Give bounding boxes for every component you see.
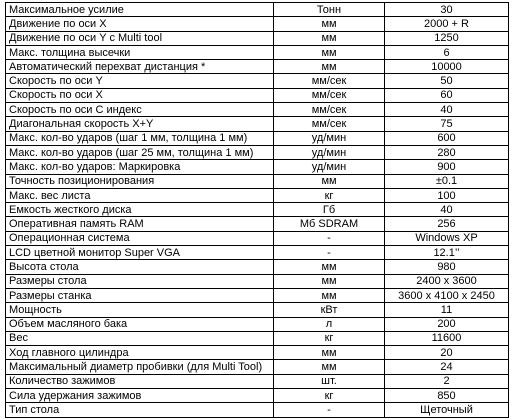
unit-cell: кг bbox=[274, 331, 385, 345]
unit-cell: кВт bbox=[274, 303, 385, 317]
value-cell: 256 bbox=[385, 217, 509, 231]
spec-table-body bbox=[6, 3, 509, 418]
unit-cell: шт. bbox=[274, 374, 385, 388]
value-cell: 11600 bbox=[385, 331, 509, 345]
param-cell: Диагональная скорость X+Y bbox=[6, 117, 274, 131]
value-cell: 24 bbox=[385, 360, 509, 374]
param-cell: Движение по оси X bbox=[6, 17, 274, 31]
unit-cell: мм bbox=[274, 174, 385, 188]
value-cell: 6 bbox=[385, 45, 509, 59]
value-cell: 12.1’’ bbox=[385, 246, 509, 260]
table-row bbox=[6, 346, 509, 360]
table-row bbox=[6, 403, 509, 417]
table-row bbox=[6, 246, 509, 260]
value-cell: 2400 x 3600 bbox=[385, 274, 509, 288]
value-cell: 10000 bbox=[385, 60, 509, 74]
param-cell: LCD цветной монитор Super VGA bbox=[6, 246, 274, 260]
unit-cell: мм bbox=[274, 288, 385, 302]
param-cell: Макс. кол-во ударов (шаг 1 мм, толщина 1 мм) bbox=[6, 131, 274, 145]
value-cell: 2 bbox=[385, 374, 509, 388]
param-cell: Макс. вес листа bbox=[6, 188, 274, 202]
value-cell: Щеточный bbox=[385, 403, 509, 417]
table-row bbox=[6, 74, 509, 88]
table-row bbox=[6, 45, 509, 59]
param-cell: Скорость по оси C индекс bbox=[6, 103, 274, 117]
param-cell: Скорость по оси X bbox=[6, 88, 274, 102]
table-row bbox=[6, 303, 509, 317]
unit-cell: мм bbox=[274, 31, 385, 45]
table-row bbox=[6, 145, 509, 159]
table-row bbox=[6, 88, 509, 102]
value-cell: 280 bbox=[385, 145, 509, 159]
value-cell: 50 bbox=[385, 74, 509, 88]
unit-cell: мм/сек bbox=[274, 74, 385, 88]
table-row bbox=[6, 360, 509, 374]
unit-cell: уд/мин bbox=[274, 145, 385, 159]
table-row bbox=[6, 317, 509, 331]
value-cell: 20 bbox=[385, 346, 509, 360]
param-cell: Тип стола bbox=[6, 403, 274, 417]
spec-table bbox=[5, 2, 509, 418]
unit-cell: Тонн bbox=[274, 3, 385, 17]
param-cell: Макс. толщина высечки bbox=[6, 45, 274, 59]
value-cell: 30 bbox=[385, 3, 509, 17]
table-row bbox=[6, 231, 509, 245]
value-cell: 3600 x 4100 x 2450 bbox=[385, 288, 509, 302]
param-cell: Автоматический перехват дистанция * bbox=[6, 60, 274, 74]
unit-cell: - bbox=[274, 403, 385, 417]
param-cell: Ход главного цилиндра bbox=[6, 346, 274, 360]
value-cell: ±0.1 bbox=[385, 174, 509, 188]
value-cell: Windows XP bbox=[385, 231, 509, 245]
table-row bbox=[6, 331, 509, 345]
unit-cell: кг bbox=[274, 188, 385, 202]
unit-cell: л bbox=[274, 317, 385, 331]
unit-cell: мм bbox=[274, 45, 385, 59]
table-row bbox=[6, 174, 509, 188]
unit-cell: кг bbox=[274, 389, 385, 403]
table-row bbox=[6, 17, 509, 31]
table-row bbox=[6, 131, 509, 145]
table-row bbox=[6, 160, 509, 174]
value-cell: 75 bbox=[385, 117, 509, 131]
table-row bbox=[6, 203, 509, 217]
unit-cell: мм bbox=[274, 346, 385, 360]
param-cell: Объем масляного бака bbox=[6, 317, 274, 331]
param-cell: Оперативная память RAM bbox=[6, 217, 274, 231]
table-row bbox=[6, 274, 509, 288]
unit-cell: мм bbox=[274, 260, 385, 274]
table-row bbox=[6, 389, 509, 403]
param-cell: Движение по оси Y с Multi tool bbox=[6, 31, 274, 45]
param-cell: Вес bbox=[6, 331, 274, 345]
unit-cell: мм/сек bbox=[274, 88, 385, 102]
param-cell: Сила удержания зажимов bbox=[6, 389, 274, 403]
table-row bbox=[6, 217, 509, 231]
unit-cell: - bbox=[274, 231, 385, 245]
param-cell: Скорость по оси Y bbox=[6, 74, 274, 88]
param-cell: Количество зажимов bbox=[6, 374, 274, 388]
unit-cell: - bbox=[274, 246, 385, 260]
table-row bbox=[6, 188, 509, 202]
value-cell: 900 bbox=[385, 160, 509, 174]
param-cell: Мощность bbox=[6, 303, 274, 317]
value-cell: 600 bbox=[385, 131, 509, 145]
unit-cell: Гб bbox=[274, 203, 385, 217]
table-row bbox=[6, 60, 509, 74]
value-cell: 11 bbox=[385, 303, 509, 317]
table-row bbox=[6, 260, 509, 274]
table-row bbox=[6, 117, 509, 131]
value-cell: 40 bbox=[385, 203, 509, 217]
param-cell: Точность позиционирования bbox=[6, 174, 274, 188]
unit-cell: мм bbox=[274, 274, 385, 288]
table-row bbox=[6, 103, 509, 117]
unit-cell: мм bbox=[274, 60, 385, 74]
param-cell: Макс. кол-во ударов: Маркировка bbox=[6, 160, 274, 174]
value-cell: 850 bbox=[385, 389, 509, 403]
table-row bbox=[6, 374, 509, 388]
unit-cell: уд/мин bbox=[274, 131, 385, 145]
unit-cell: мм/сек bbox=[274, 117, 385, 131]
param-cell: Максимальный диаметр пробивки (для Multi Tool) bbox=[6, 360, 274, 374]
value-cell: 980 bbox=[385, 260, 509, 274]
param-cell: Максимальное усилие bbox=[6, 3, 274, 17]
param-cell: Макс. кол-во ударов (шаг 25 мм, толщина 1 мм) bbox=[6, 145, 274, 159]
value-cell: 200 bbox=[385, 317, 509, 331]
param-cell: Размеры стола bbox=[6, 274, 274, 288]
param-cell: Емкость жесткого диска bbox=[6, 203, 274, 217]
table-row bbox=[6, 31, 509, 45]
unit-cell: мм bbox=[274, 360, 385, 374]
unit-cell: мм/сек bbox=[274, 103, 385, 117]
table-row bbox=[6, 288, 509, 302]
param-cell: Высота стола bbox=[6, 260, 274, 274]
unit-cell: Мб SDRAM bbox=[274, 217, 385, 231]
unit-cell: мм bbox=[274, 17, 385, 31]
param-cell: Размеры станка bbox=[6, 288, 274, 302]
table-row bbox=[6, 3, 509, 17]
value-cell: 2000 + R bbox=[385, 17, 509, 31]
value-cell: 1250 bbox=[385, 31, 509, 45]
unit-cell: уд/мин bbox=[274, 160, 385, 174]
value-cell: 40 bbox=[385, 103, 509, 117]
value-cell: 60 bbox=[385, 88, 509, 102]
value-cell: 100 bbox=[385, 188, 509, 202]
param-cell: Операционная система bbox=[6, 231, 274, 245]
